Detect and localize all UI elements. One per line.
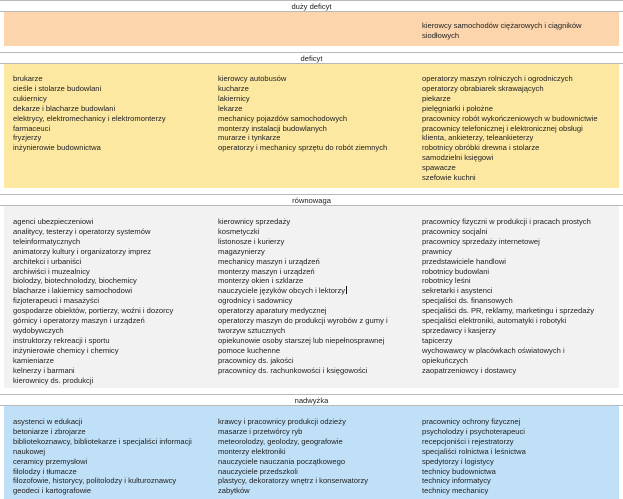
list-item-text: kierowcy samochodów ciężarowych i ciągników (422, 21, 582, 30)
list-item-text: opiekunowie osoby starszej lub niepełnosprawnej (218, 335, 385, 345)
column-3 (422, 74, 618, 183)
list-item (422, 94, 618, 104)
list-item-text: pracownicy fizyczni w produkcji i pracach prostych (422, 217, 591, 226)
list-item-text: psycholodzy i psychoterapeuci (422, 426, 525, 436)
list-item (13, 143, 213, 153)
list-item (422, 173, 618, 183)
list-item (218, 276, 418, 286)
list-item-text: kierowcy autobusów (218, 74, 287, 83)
list-item (13, 94, 213, 104)
list-item (422, 437, 618, 447)
list-item (13, 276, 213, 286)
list-item-text: pracownicy robót wykończeniowych w budownictwie (422, 113, 598, 123)
list-item-text: pielęgniarki i położne (422, 103, 493, 113)
list-item (218, 104, 418, 114)
list-item (422, 163, 618, 173)
list-item (422, 237, 618, 247)
section-title: równowaga (292, 196, 331, 205)
list-item (422, 296, 618, 306)
list-item (13, 326, 213, 336)
list-item (218, 306, 418, 316)
column-3 (422, 417, 618, 496)
list-item (422, 21, 618, 31)
list-item-text: architekci i urbaniści (13, 256, 82, 266)
list-item-text: robotnicy budowlani (422, 266, 490, 276)
section-header-rownowaga (0, 194, 623, 206)
list-item-text: ceramicy przemysłowi (13, 456, 88, 466)
section-title: deficyt (300, 54, 323, 63)
list-item (13, 447, 213, 457)
list-item (218, 94, 418, 104)
list-item (422, 124, 618, 134)
list-item (422, 417, 618, 427)
list-item-text: piekarze (422, 93, 451, 103)
list-item (422, 356, 618, 366)
list-item (422, 217, 618, 227)
list-item-text: cieśle i stolarze budowlani (13, 83, 102, 93)
list-item (218, 217, 418, 227)
list-item (218, 247, 418, 257)
list-item (218, 286, 418, 296)
list-item (218, 457, 418, 467)
list-item-text: pracownicy telefonicznej i elektronicznej obsługi (422, 123, 583, 133)
list-item (218, 346, 418, 356)
list-item (13, 366, 213, 376)
list-item-text: teleinformatycznych (13, 236, 81, 246)
list-item (13, 336, 213, 346)
list-item-text: betoniarze i zbrojarze (13, 426, 86, 436)
list-item-text: technicy mechanicy (422, 486, 489, 496)
list-item-text: sekretarki i asystenci (422, 286, 493, 296)
text-cursor (346, 286, 347, 294)
list-item (13, 376, 213, 386)
list-item (422, 153, 618, 163)
list-item (13, 346, 213, 356)
section-header-duzy-deficyt (0, 0, 623, 12)
list-item-text: monterzy maszyn i urządzeń (218, 266, 315, 276)
list-item-text: mechanicy pojazdów samochodowych (218, 113, 348, 123)
list-item (422, 486, 618, 496)
list-item-text: tapicerzy (422, 335, 453, 345)
list-item-text: biolodzy, biotechnolodzy, biochemicy (13, 276, 137, 286)
list-item-text: analitycy, testerzy i operatorzy systemów (13, 226, 151, 236)
list-item (13, 74, 213, 84)
list-item (218, 437, 418, 447)
list-item-text: monterzy instalacji budowlanych (218, 123, 327, 133)
list-item-text: pracownicy ds. jakości (218, 355, 294, 365)
list-item-text: bibliotekoznawcy, bibliotekarze i specjaliści informacji (13, 436, 192, 446)
list-item-text: nauczyciele przedszkoli (218, 466, 298, 476)
list-item-text: geodeci i kartografowie (13, 486, 92, 496)
list-item (13, 486, 213, 496)
list-item (13, 306, 213, 316)
list-item (422, 366, 618, 376)
list-item (422, 447, 618, 457)
list-item (218, 143, 418, 153)
list-item-text: specjaliści ds. PR, reklamy, marketingu i sprzedaży (422, 306, 595, 316)
list-item (218, 447, 418, 457)
list-item (422, 346, 618, 356)
list-item-text: fizjoterapeuci i masażyści (13, 296, 100, 306)
list-item (13, 124, 213, 134)
list-item-text: animatorzy kultury i organizatorzy imprez (13, 246, 152, 256)
list-item-text: pracownicy sprzedaży internetowej (422, 236, 540, 246)
list-item-text: samodzielni księgowi (422, 153, 494, 163)
column-2 (218, 417, 418, 496)
list-item-text: blacharze i lakiernicy samochodowi (13, 286, 133, 296)
list-item (13, 133, 213, 143)
list-item-text: masarze i przetwórcy ryb (218, 426, 303, 436)
list-item (422, 31, 618, 41)
list-item-text: murarze i tynkarze (218, 133, 281, 143)
list-item-text: fryzjerzy (13, 133, 42, 143)
list-item (422, 74, 618, 84)
list-item (13, 257, 213, 267)
list-item-text: inżynierowie chemicy i chemicy (13, 345, 119, 355)
list-item-text: robotnicy leśni (422, 276, 471, 286)
list-item (13, 316, 213, 326)
list-item-text: operatorzy obrabiarek skrawających (422, 83, 544, 93)
list-item (218, 316, 418, 326)
list-item (13, 437, 213, 447)
list-item (13, 227, 213, 237)
list-item-text: agenci ubezpieczeniowi (13, 217, 94, 226)
list-item-text: cukiernicy (13, 93, 47, 103)
section-title: duży deficyt (291, 2, 332, 11)
list-item-text: dekarze i blacharze budowlani (13, 103, 116, 113)
list-item-text: kierownicy ds. produkcji (13, 375, 94, 385)
list-item (13, 427, 213, 437)
list-item-text: wychowawcy w placówkach oświatowych i (422, 345, 565, 355)
list-item-text: inżynierowie budownictwa (13, 143, 101, 153)
list-item-text: meteorolodzy, geolodzy, geografowie (218, 436, 343, 446)
list-item-text: sprzedawcy i kasjerzy (422, 325, 496, 335)
section-band-nadwyzka (4, 406, 619, 499)
list-item-text: nauczyciele nauczania początkowego (218, 456, 346, 466)
list-item-text: spawacze (422, 163, 456, 173)
list-item-text: filozofowie, historycy, politolodzy i kulturoznawcy (13, 476, 177, 486)
list-item (218, 336, 418, 346)
list-item (218, 467, 418, 477)
list-item-text: specjaliści rolnictwa i leśnictwa (422, 446, 526, 456)
list-item-text: przedstawiciele handlowi (422, 256, 506, 266)
list-item (422, 257, 618, 267)
list-item (13, 417, 213, 427)
list-item (218, 227, 418, 237)
list-item (13, 296, 213, 306)
list-item (13, 286, 213, 296)
list-item-text: szefowie kuchni (422, 173, 476, 183)
list-item-text: kelnerzy i barmani (13, 365, 75, 375)
list-item-text: brukarze (13, 74, 43, 83)
list-item (422, 467, 618, 477)
column-2 (218, 217, 418, 376)
list-item-text: pomoce kuchenne (218, 345, 281, 355)
list-item-text: listonosze i kurierzy (218, 236, 285, 246)
list-item-text: zaopatrzeniowcy i dostawcy (422, 365, 517, 375)
list-item-text: gospodarze obiektów, portierzy, woźni i dozorcy (13, 306, 174, 316)
list-item-text: siodłowych (422, 30, 460, 40)
list-item-text: klienta, ankieterzy, teleankieterzy (422, 133, 534, 143)
list-item (218, 326, 418, 336)
list-item-text: górnicy i operatorzy maszyn i urządzeń (13, 316, 145, 326)
list-item-text: lekarze (218, 103, 243, 113)
list-item-text: wydobywczych (13, 325, 64, 335)
list-item (422, 84, 618, 94)
list-item (422, 286, 618, 296)
list-item-text: kucharze (218, 83, 249, 93)
list-item (13, 237, 213, 247)
list-item (218, 356, 418, 366)
list-item (218, 427, 418, 437)
list-item (13, 267, 213, 277)
list-item (218, 417, 418, 427)
section-band-rownowaga (4, 206, 619, 388)
column-3 (422, 217, 618, 376)
list-item-text: operatorzy aparatury medycznej (218, 306, 327, 316)
list-item (218, 476, 418, 486)
list-item (218, 257, 418, 267)
section-header-nadwyzka (0, 394, 623, 406)
list-item-text: archiwiści i muzealnicy (13, 266, 90, 276)
list-item-text: farmaceuci (13, 123, 51, 133)
list-item-text: pracownicy socjalni (422, 226, 488, 236)
list-item (218, 296, 418, 306)
section-header-deficyt (0, 52, 623, 64)
list-item-text: technicy informatycy (422, 476, 491, 486)
list-item-text: elektrycy, elektromechanicy i elektromonterzy (13, 113, 166, 123)
section-band-deficyt (4, 64, 619, 188)
list-item-text: instruktorzy rekreacji i sportu (13, 335, 110, 345)
list-item (422, 457, 618, 467)
list-item (218, 74, 418, 84)
list-item-text: specjaliści elektroniki, automatyki i robotyki (422, 316, 567, 326)
list-item-text: opiekuńczych (422, 355, 469, 365)
column-2 (218, 74, 418, 153)
list-item (422, 336, 618, 346)
list-item (218, 114, 418, 124)
list-item-text: operatorzy maszyn rolniczych i ogrodniczych (422, 74, 573, 83)
list-item-text: tworzyw sztucznych (218, 325, 286, 335)
list-item (422, 267, 618, 277)
list-item (218, 486, 418, 496)
list-item (13, 476, 213, 486)
list-item (218, 267, 418, 277)
list-item (422, 306, 618, 316)
list-item-text: pracownicy ds. rachunkowości i księgowości (218, 365, 368, 375)
list-item-text: kamieniarze (13, 355, 54, 365)
list-item (422, 276, 618, 286)
column-1 (13, 217, 213, 385)
list-item-text: recepcjoniści i rejestratorzy (422, 436, 514, 446)
list-item (422, 326, 618, 336)
list-item-text: kosmetyczki (218, 226, 260, 236)
list-item-text: spedytorzy i logistycy (422, 456, 494, 466)
list-item-text: naukowej (13, 446, 46, 456)
list-item-text: pracownicy ochrony fizycznej (422, 417, 521, 426)
list-item-text: zabytków (218, 486, 250, 496)
list-item (218, 133, 418, 143)
list-item (422, 427, 618, 437)
list-item (422, 476, 618, 486)
column-3 (422, 21, 618, 41)
list-item-text: filolodzy i tłumacze (13, 466, 77, 476)
list-item-text: specjaliści ds. finansowych (422, 296, 513, 306)
list-item-text: plastycy, dekoratorzy wnętrz i konserwatorzy (218, 476, 369, 486)
list-item (422, 114, 618, 124)
list-item (218, 84, 418, 94)
list-item (422, 104, 618, 114)
list-item (218, 366, 418, 376)
list-item (422, 247, 618, 257)
list-item-text: monterzy elektroniki (218, 446, 286, 456)
list-item-text: ogrodnicy i sadownicy (218, 296, 293, 306)
list-item-text: mechanicy maszyn i urządzeń (218, 256, 320, 266)
list-item (218, 124, 418, 134)
section-title: nadwyżka (294, 396, 329, 405)
list-item (218, 237, 418, 247)
list-item (13, 467, 213, 477)
list-item-text: kierownicy sprzedaży (218, 217, 291, 226)
list-item-text: lakiernicy (218, 93, 250, 103)
list-item (13, 114, 213, 124)
column-1 (13, 74, 213, 153)
list-item-text: operatorzy maszyn do produkcji wyrobów z gumy i (218, 316, 388, 326)
list-item-text: magazynierzy (218, 246, 265, 256)
list-item-text: prawnicy (422, 246, 452, 256)
list-item-text: operatorzy i mechanicy sprzętu do robót ziemnych (218, 143, 388, 153)
list-item (13, 217, 213, 227)
list-item (422, 133, 618, 143)
list-item-text: robotnicy obróbki drewna i stolarze (422, 143, 540, 153)
list-item (13, 104, 213, 114)
list-item (13, 247, 213, 257)
list-item-text: krawcy i pracownicy produkcji odzieży (218, 417, 346, 426)
list-item (422, 227, 618, 237)
list-item-text: monterzy okien i szklarze (218, 276, 304, 286)
list-item-text: technicy budownictwa (422, 466, 496, 476)
list-item (13, 356, 213, 366)
list-item (13, 457, 213, 467)
list-item-text: asystenci w edukacji (13, 417, 83, 426)
list-item-text: nauczyciele języków obcych i lektorzy (218, 286, 346, 296)
column-1 (13, 417, 213, 496)
list-item (13, 84, 213, 94)
list-item (422, 316, 618, 326)
list-item (422, 143, 618, 153)
section-band-duzy-deficyt (4, 12, 619, 46)
